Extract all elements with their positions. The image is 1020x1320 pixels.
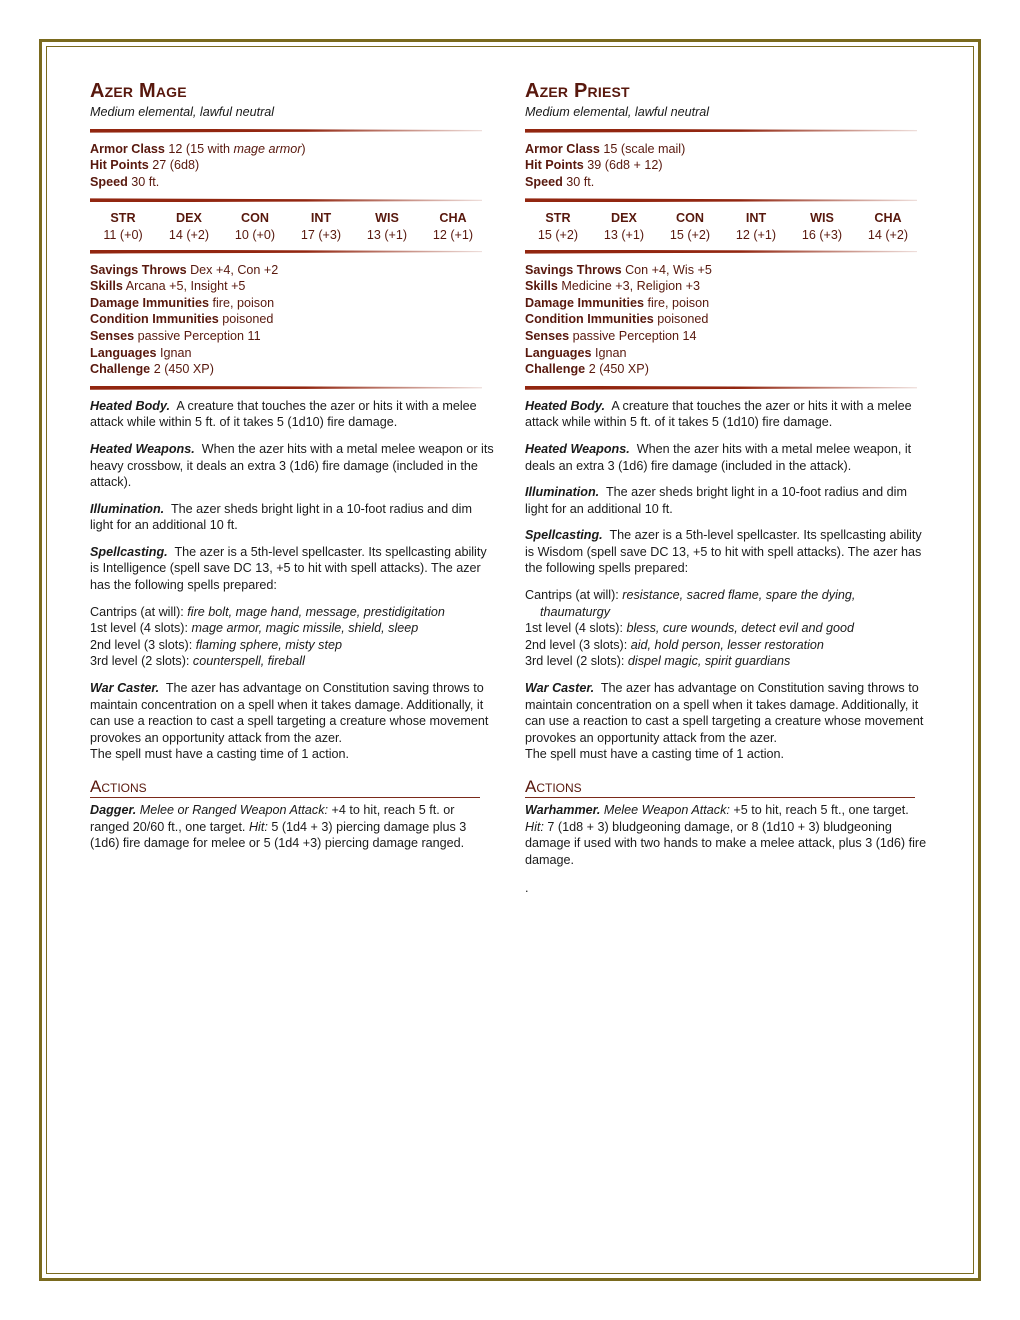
spell-level-3: 3rd level (2 slots): dispel magic, spirit guardians [525,654,791,669]
ability-int: INT 17 (+3) [300,211,342,242]
condition-immunities: Condition Immunities poisoned [90,312,274,327]
trait-heated-weapons: Heated Weapons. When the azer hits with a metal melee weapon, it deals an extra 3 (1d6) fire damage (included in the attack). [525,441,912,473]
hit-points: Hit Points 27 (6d8) [90,158,200,173]
skills: Skills Arcana +5, Insight +5 [90,279,246,294]
spell-level-1: 1st level (4 slots): mage armor, magic missile, shield, sleep [90,621,419,636]
senses: Senses passive Perception 11 [90,328,261,343]
ability-str: STR 11 (+0) [103,211,143,242]
ability-int: INT 12 (+1) [735,211,777,242]
skills: Skills Medicine +3, Religion +3 [525,279,701,294]
spell-level-3: 3rd level (2 slots): counterspell, fireball [90,654,305,669]
ability-scores [90,210,486,243]
condition-immunities: Condition Immunities poisoned [525,312,709,327]
divider [525,198,917,202]
spell-level-2: 2nd level (3 slots): aid, hold person, lesser restoration [525,637,824,652]
spell-level-1: 1st level (4 slots): bless, cure wounds, detect evil and good [525,621,855,636]
spell-level-cantrips: Cantrips (at will): resistance, sacred flame, spare the dying, [525,588,856,603]
actions-heading: Actions [90,777,480,798]
monster-subtitle: Medium elemental, lawful neutral [90,105,275,119]
stat-block-azer-priest [525,78,931,897]
trait-war-caster: War Caster. The azer has advantage on Constitution saving throws to maintain concentration on a spell when it takes damage. Additionally, it can use a reaction to cast a spell targeting a creature whose movement provokes an opportunity attack from the azer. [90,681,489,745]
ability-wis: WIS 13 (+1) [366,211,408,242]
spell-level-2: 2nd level (3 slots): flaming sphere, misty step [90,637,342,652]
action-dagger: Dagger. Melee or Ranged Weapon Attack: +4 to hit, reach 5 ft. or ranged 20/60 ft., one target. Hit: 5 (1d4 + 3) piercing damage plus 3 (1d6) fire damage for melee or 5 (1d4 +3) piercing damage ranged. [90,803,467,851]
senses: Senses passive Perception 14 [525,328,697,343]
ability-cha: CHA 12 (+1) [432,211,474,242]
trait-illumination: Illumination. The azer sheds bright light in a 10-foot radius and dim light for an additional 10 ft. [90,501,472,533]
spell-level-cantrips-cont: thaumaturgy [540,604,611,619]
divider [90,250,482,254]
ability-con: CON 10 (+0) [234,211,276,242]
divider [90,198,482,202]
stat-block-azer-mage [90,78,496,862]
trait-war-caster-note: The spell must have a casting time of 1 action. [90,747,350,762]
spell-level-cantrips: Cantrips (at will): fire bolt, mage hand, message, prestidigitation [90,604,445,619]
damage-immunities: Damage Immunities fire, poison [90,295,275,310]
trailing-dot: . [525,881,529,896]
challenge: Challenge 2 (450 XP) [90,362,214,377]
trait-heated-body: Heated Body. A creature that touches the azer or hits it with a melee attack while within 5 ft. of it takes 5 (1d10) fire damage. [90,398,477,430]
trait-spellcasting: Spellcasting. The azer is a 5th-level spellcaster. Its spellcasting ability is Intelligence (spell save DC 13, +5 to hit with spell attacks). The azer has the following spells prepared: [90,544,487,593]
hit-points: Hit Points 39 (6d8 + 12) [525,158,663,173]
divider [90,129,482,133]
action-warhammer: Warhammer. Melee Weapon Attack: +5 to hit, reach 5 ft., one target. Hit: 7 (1d8 + 3) bludgeoning damage, or 8 (1d10 + 3) bludgeoning damage if used with two hands to make a melee attack, plus 3 (1d6) fire damage. [525,803,927,867]
divider [525,250,917,254]
divider [525,129,917,133]
details [525,262,931,378]
speed: Speed 30 ft. [525,174,595,189]
armor-class: Armor Class 12 (15 with mage armor) [90,141,306,156]
languages: Languages Ignan [90,345,192,360]
ability-cha: CHA 14 (+2) [867,211,909,242]
languages: Languages Ignan [525,345,627,360]
divider [90,386,482,390]
ability-str: STR 15 (+2) [537,211,579,242]
basic-stats [525,141,931,191]
monster-name: Azer Priest [525,80,630,102]
trait-heated-body: Heated Body. A creature that touches the azer or hits it with a melee attack while within 5 ft. of it takes 5 (1d10) fire damage. [525,398,912,430]
basic-stats [90,141,496,191]
damage-immunities: Damage Immunities fire, poison [525,295,710,310]
trait-war-caster-note: The spell must have a casting time of 1 action. [525,747,785,762]
speed: Speed 30 ft. [90,174,160,189]
ability-con: CON 15 (+2) [669,211,711,242]
saving-throws: Savings Throws Dex +4, Con +2 [90,262,279,277]
spell-list [90,604,496,670]
ability-scores [525,210,921,243]
details [90,262,496,378]
ability-dex: DEX 13 (+1) [603,211,645,242]
monster-subtitle: Medium elemental, lawful neutral [525,105,710,119]
challenge: Challenge 2 (450 XP) [525,362,649,377]
ability-dex: DEX 14 (+2) [168,211,210,242]
monster-name: Azer Mage [90,80,187,102]
divider [525,386,917,390]
trait-illumination: Illumination. The azer sheds bright light in a 10-foot radius and dim light for an additional 10 ft. [525,485,907,516]
ability-wis: WIS 16 (+3) [801,211,843,242]
trait-war-caster: War Caster. The azer has advantage on Constitution saving throws to maintain concentration on a spell when it takes damage. Additionally, it can use a reaction to cast a spell targeting a creature whose movement provokes an opportunity attack from the azer. [525,681,924,745]
saving-throws: Savings Throws Con +4, Wis +5 [525,262,712,277]
trait-spellcasting: Spellcasting. The azer is a 5th-level spellcaster. Its spellcasting ability is Wisdom (spell save DC 13, +5 to hit with spell attacks). The azer has the following spells prepared: [525,528,922,576]
spell-list [525,587,931,670]
armor-class: Armor Class 15 (scale mail) [525,141,686,156]
trait-heated-weapons: Heated Weapons. When the azer hits with a metal melee weapon or its heavy crossbow, it deals an extra 3 (1d6) fire damage (included in the attack). [90,441,494,490]
actions-heading: Actions [525,777,915,798]
